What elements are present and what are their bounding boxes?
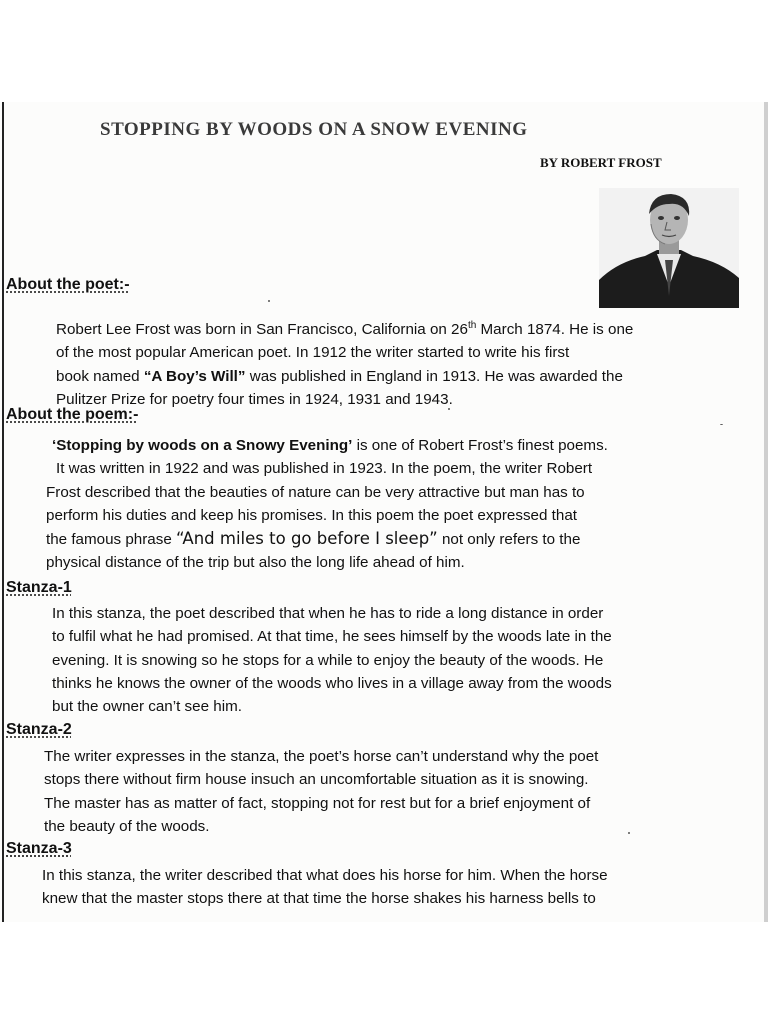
paragraph-about-the-poet [56,314,633,411]
paragraph-stanza-2 [44,745,598,838]
paragraph-line: In this stanza, the writer described that what does his horse for him. When the horse [42,867,608,884]
paragraph-line: evening. It is snowing so he stops for a while to enjoy the beauty of the woods. He [52,651,604,669]
paragraph-line: In this stanza, the poet described that when he has to ride a long distance in order [52,605,604,622]
scan-speck [628,832,630,834]
paragraph-about-the-poem [46,434,608,575]
poet-portrait-photo [599,188,739,308]
heading-stanza-1: Stanza-1 [6,579,72,596]
paragraph-line: perform his duties and keep his promises. In this poem the poet expressed that [46,506,578,524]
heading-about-the-poet: About the poet:- [6,276,130,293]
paragraph-line: It was written in 1922 and was published in 1923. In the poem, the writer Robert [56,460,593,478]
paragraph-line: The writer expresses in the stanza, the poet’s horse can’t understand why the poet [44,748,599,765]
heading-stanza-2: Stanza-2 [6,721,72,738]
paragraph-line: to fulfil what he had promised. At that time, he sees himself by the woods late in the [52,628,612,646]
page-right-edge [764,102,768,922]
author-byline: BY ROBERT FROST [540,155,662,170]
heading-about-the-poem: About the poem:- [6,406,139,423]
paragraph-line: physical distance of the trip but also the long life ahead of him. [46,554,465,572]
paragraph-line: knew that the master stops there at that time the horse shakes his harness bells to [42,890,596,908]
paragraph-line: Robert Lee Frost was born in San Francisco, California on 26th March 1874. He is one [56,320,634,339]
paragraph-line: but the owner can’t see him. [52,698,242,716]
document-title: STOPPING BY WOODS ON A SNOW EVENING [100,119,528,140]
paragraph-line: The master has as matter of fact, stopping not for rest but for a brief enjoyment of [44,794,591,812]
heading-stanza-3: Stanza-3 [6,840,72,857]
paragraph-stanza-1 [52,602,612,718]
paragraph-line: thinks he knows the owner of the woods who lives in a village away from the woods [52,674,612,692]
scanned-page [0,102,768,922]
paragraph-stanza-3 [42,864,608,911]
paragraph-line: the famous phrase “And miles to go before I sleep” not only refers to the [46,529,581,549]
scan-speck [448,408,450,410]
paragraph-line: the beauty of the woods. [44,817,210,835]
scan-speck [268,300,270,302]
page-left-edge [2,102,4,922]
paragraph-line: Frost described that the beauties of nature can be very attractive but man has to [46,483,585,501]
paragraph-line: book named “A Boy’s Will” was published in England in 1913. He was awarded the [56,367,623,385]
paragraph-line: Pulitzer Prize for poetry four times in 1924, 1931 and 1943. [56,390,453,408]
paragraph-line: ‘Stopping by woods on a Snowy Evening’ is one of Robert Frost’s finest poems. [52,437,608,454]
paragraph-line: stops there without firm house insuch an uncomfortable situation as it is snowing. [44,771,589,789]
scan-speck [720,424,723,425]
paragraph-line: of the most popular American poet. In 1912 the writer started to write his first [56,344,570,362]
